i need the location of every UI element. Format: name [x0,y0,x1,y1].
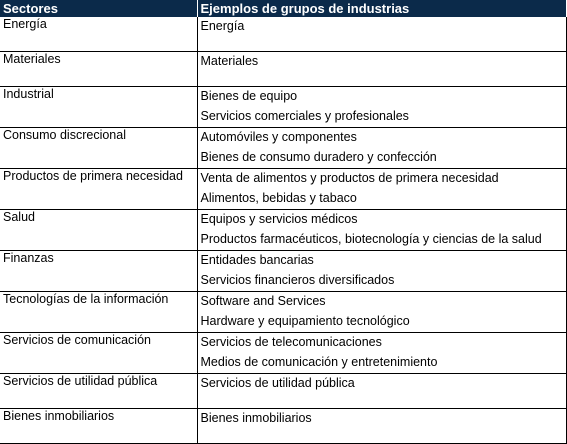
table-row [0,52,566,87]
group-item: Automóviles y componentes [200,130,357,144]
group-item: Servicios de telecomunicaciones [200,335,382,349]
group-item: Venta de alimentos y productos de primera necesidad [200,171,499,185]
sector-cell: Productos de primera necesidad [0,169,197,210]
group-item: Bienes de equipo [200,89,298,103]
group-item: Software and Services [200,294,326,308]
group-item: Productos farmacéuticos, biotecnología y ciencias de la salud [200,232,542,246]
table-row [0,17,566,52]
group-item: Entidades bancarias [200,253,314,267]
group-item: Bienes de consumo duradero y confección [200,150,437,164]
table-row [0,169,566,210]
groups-cell [197,87,566,128]
groups-cell [197,292,566,333]
group-item: Energía [200,19,245,33]
groups-cell [197,210,566,251]
sector-cell: Materiales [0,52,197,87]
sector-cell: Energía [0,17,197,52]
table-row [0,409,566,444]
group-item: Servicios comerciales y profesionales [200,109,409,123]
table-row [0,87,566,128]
sector-cell: Industrial [0,87,197,128]
groups-cell [197,52,566,87]
sector-cell: Bienes inmobiliarios [0,409,197,444]
header-sectors: Sectores [0,0,197,17]
groups-cell [197,17,566,52]
groups-cell [197,409,566,444]
table-header-row [0,0,566,17]
sector-cell: Salud [0,210,197,251]
group-item: Bienes inmobiliarios [200,411,312,425]
table-row [0,210,566,251]
group-item: Servicios de utilidad pública [200,376,355,390]
table-row [0,333,566,374]
header-industry-groups: Ejemplos de grupos de industrias [197,0,566,17]
table-row [0,292,566,333]
groups-cell [197,251,566,292]
groups-cell [197,333,566,374]
table-row [0,251,566,292]
group-item: Materiales [200,54,259,68]
groups-cell [197,169,566,210]
sector-cell: Tecnologías de la información [0,292,197,333]
sector-cell: Servicios de comunicación [0,333,197,374]
group-item: Servicios financieros diversificados [200,273,395,287]
group-item: Hardware y equipamiento tecnológico [200,314,410,328]
group-item: Alimentos, bebidas y tabaco [200,191,357,205]
groups-cell [197,128,566,169]
group-item: Equipos y servicios médicos [200,212,358,226]
table-row [0,128,566,169]
table-row [0,374,566,409]
groups-cell [197,374,566,409]
sector-cell: Finanzas [0,251,197,292]
sector-cell: Consumo discrecional [0,128,197,169]
sector-cell: Servicios de utilidad pública [0,374,197,409]
group-item: Medios de comunicación y entretenimiento [200,355,438,369]
